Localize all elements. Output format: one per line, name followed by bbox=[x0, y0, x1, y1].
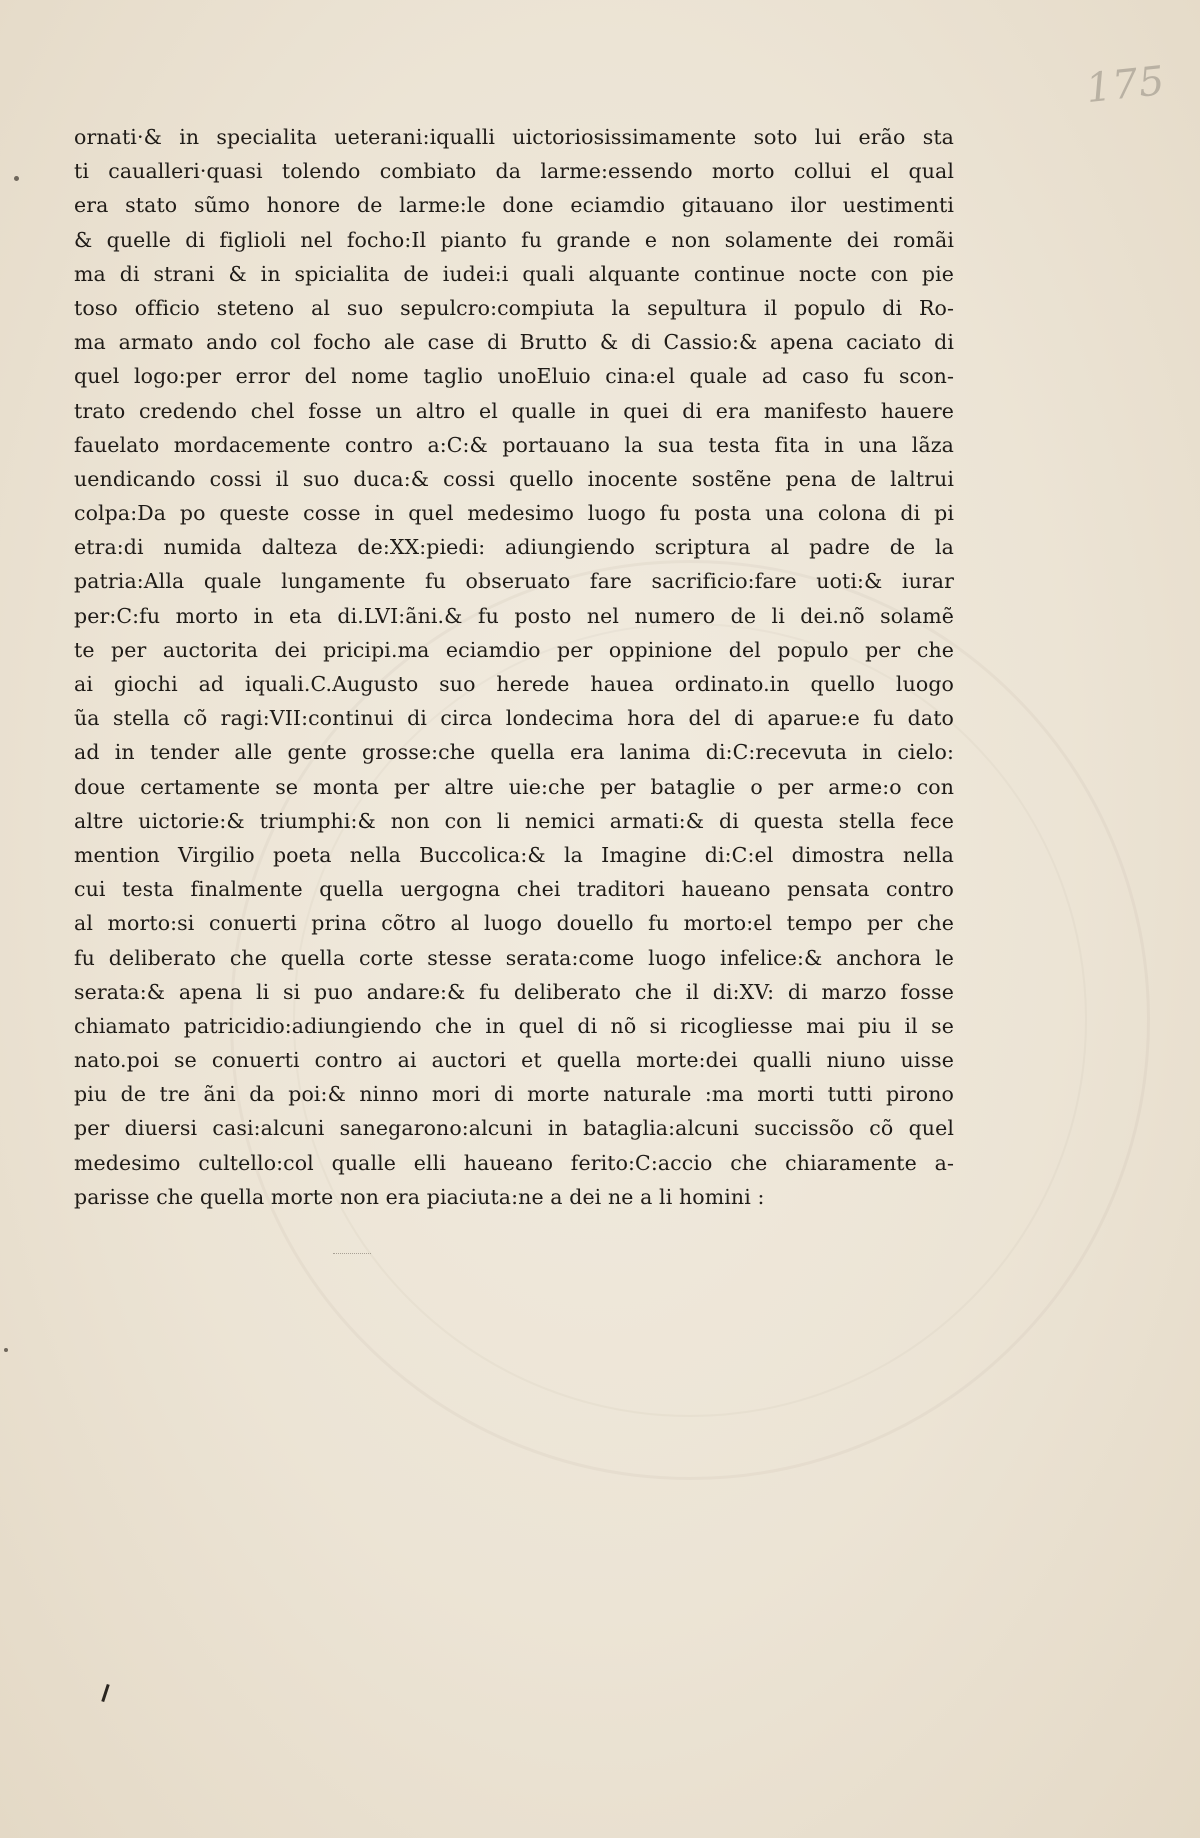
text-line: ma di strani & in spicialita de iudei:i quali alquante continue nocte con pie bbox=[74, 261, 954, 286]
folio-number: 175 bbox=[1083, 57, 1168, 113]
margin-mark bbox=[14, 176, 19, 181]
text-line: te per auctorita dei pricipi.ma eciamdio per oppinione del populo per che bbox=[74, 637, 954, 662]
text-line: per diuersi casi:alcuni sanegarono:alcuni in bataglia:alcuni succissõo cõ quel bbox=[74, 1116, 954, 1141]
text-line: chiamato patricidio:adiungiendo che in quel di nõ si ricogliesse mai piu il se bbox=[74, 1013, 954, 1038]
text-line: per:C:fu morto in eta di.LVI:ãni.& fu posto nel numero de li dei.nõ solamẽ bbox=[74, 603, 954, 628]
text-line: nato.poi se conuerti contro ai auctori et quella morte:dei qualli niuno uisse bbox=[74, 1048, 954, 1073]
text-line: serata:& apena li si puo andare:& fu deliberato che il di:XV: di marzo fosse bbox=[74, 979, 954, 1004]
text-line: ũa stella cõ ragi:VII:continui di circa londecima hora del di aparue:e fu dato bbox=[74, 706, 954, 731]
text-line: altre uictorie:& triumphi:& non con li nemici armati:& di questa stella fece bbox=[74, 808, 954, 833]
text-block bbox=[74, 120, 954, 1214]
text-line: ornati·& in specialita ueterani:iqualli uictoriosissimamente soto lui erão sta bbox=[74, 125, 954, 149]
text-line: ai giochi ad iquali.C.Augusto suo herede hauea ordinato.in quello luogo bbox=[74, 672, 954, 696]
text-line: quel logo:per error del nome taglio unoEluio cina:el quale ad caso fu scon- bbox=[74, 364, 954, 389]
text-line: ad in tender alle gente grosse:che quella era lanima di:C:recevuta in cielo: bbox=[74, 740, 954, 765]
text-line: al morto:si conuerti prina cõtro al luogo douello fu morto:el tempo per che bbox=[74, 911, 954, 936]
text-line: cui testa finalmente quella uergogna chei traditori haueano pensata contro bbox=[74, 877, 954, 902]
text-line: patria:Alla quale lungamente fu obseruato fare sacrificio:fare uoti:& iurar bbox=[74, 569, 954, 594]
text-line: medesimo cultello:col qualle elli haueano ferito:C:accio che chiaramente a- bbox=[74, 1150, 954, 1175]
text-line: uendicando cossi il suo duca:& cossi quello inocente sostẽne pena de laltrui bbox=[74, 466, 954, 491]
text-line: etra:di numida dalteza de:XX:piedi: adiungiendo scriptura al padre de la bbox=[74, 535, 954, 560]
text-line: fauelato mordacemente contro a:C:& portauano la sua testa fita in una lãza bbox=[74, 432, 954, 457]
text-line: doue certamente se monta per altre uie:che per bataglie o per arme:o con bbox=[74, 774, 954, 799]
text-line: ti caualleri·quasi tolendo combiato da larme:essendo morto collui el qual bbox=[74, 159, 954, 184]
text-line-last: parisse che quella morte non era piaciuta:ne a dei ne a li homini : bbox=[74, 1184, 765, 1209]
margin-stroke bbox=[101, 1684, 109, 1702]
text-line: ma armato ando col focho ale case di Brutto & di Cassio:& apena caciato di bbox=[74, 330, 954, 355]
text-line: era stato sũmo honore de larme:le done eciamdio gitauano ilor uestimenti bbox=[74, 193, 954, 218]
text-line: piu de tre ãni da poi:& ninno mori di morte naturale :ma morti tutti pirono bbox=[74, 1082, 954, 1107]
ink-smudge bbox=[333, 1241, 371, 1254]
text-line: trato credendo chel fosse un altro el qualle in quei di era manifesto hauere bbox=[74, 398, 954, 423]
text-line: colpa:Da po queste cosse in quel medesimo luogo fu posta una colona di pi bbox=[74, 501, 954, 526]
text-line: mention Virgilio poeta nella Buccolica:& la Imagine di:C:el dimostra nella bbox=[74, 842, 954, 867]
margin-dot bbox=[4, 1348, 8, 1352]
text-line: & quelle di figlioli nel focho:Il pianto fu grande e non solamente dei romãi bbox=[74, 227, 954, 252]
text-line: fu deliberato che quella corte stesse serata:come luogo infelice:& anchora le bbox=[74, 945, 954, 970]
text-line: toso officio steteno al suo sepulcro:compiuta la sepultura il populo di Ro- bbox=[74, 295, 954, 320]
